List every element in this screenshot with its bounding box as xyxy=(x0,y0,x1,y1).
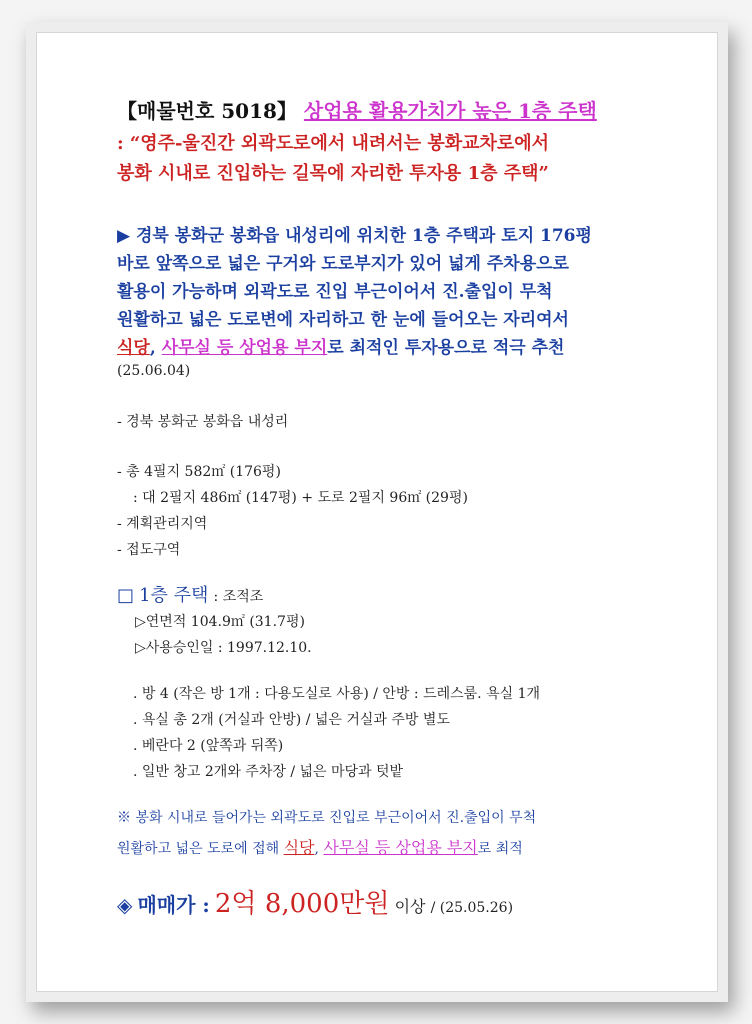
intro-line-4: 원활하고 넓은 도로변에 자리하고 한 눈에 들어오는 자리여서 xyxy=(117,310,569,330)
note-line-2-end: 로 최적 xyxy=(477,841,523,857)
intro-line-1: ▶ 경북 봉화군 봉화읍 내성리에 위치한 1층 주택과 토지 176평 xyxy=(117,226,592,246)
room-detail-4: . 일반 창고 2개와 주차장 / 넓은 마당과 텃밭 xyxy=(133,764,404,780)
zone-1: - 계획관리지역 xyxy=(117,516,208,532)
header-subtitle-2: 봉화 시내로 진입하는 길목에 자리한 투자용 1층 주택” xyxy=(117,163,549,184)
house-structure: : 조적조 xyxy=(213,589,264,605)
highlight-restaurant: 식당 xyxy=(117,338,150,358)
note-line-2-start: 원활하고 넓은 도로에 접해 xyxy=(117,841,284,857)
price-date: / (25.05.26) xyxy=(430,900,514,916)
location: - 경북 봉화군 봉화읍 내성리 xyxy=(117,414,289,430)
price-suffix: 이상 xyxy=(394,897,426,916)
listing-title: 상업용 활용가치가 높은 1층 주택 xyxy=(303,99,597,123)
header-title-line xyxy=(117,95,597,124)
zone-2: - 접도구역 xyxy=(117,542,181,558)
intro-line-2: 바로 앞쪽으로 넓은 구거와 도로부지가 있어 넓게 주차용으로 xyxy=(117,254,569,274)
land-detail: : 대 2필지 486㎡ (147평) + 도로 2필지 96㎡ (29평) xyxy=(133,490,468,506)
header-subtitle-1: : “영주-울진간 외곽도로에서 내려서는 봉화교차로에서 xyxy=(117,133,550,154)
room-detail-2: . 욕실 총 2개 (거실과 안방) / 넓은 거실과 주방 별도 xyxy=(133,712,450,728)
price-line xyxy=(117,883,513,920)
room-detail-3: . 베란다 2 (앞쪽과 뒤쪽) xyxy=(133,738,284,754)
price-label: 매매가 : xyxy=(137,893,210,917)
checkbox-icon: □ xyxy=(117,585,135,606)
land-total: - 총 4필지 582㎡ (176평) xyxy=(117,464,281,480)
house-header xyxy=(117,581,263,607)
note-line-2 xyxy=(117,835,523,858)
listing-number: 【매물번호 5018】 xyxy=(117,99,297,123)
note-separator: , xyxy=(314,841,324,857)
diamond-icon: ◈ xyxy=(117,893,133,917)
house-approval: ▷사용승인일 : 1997.12.10. xyxy=(135,640,312,656)
highlight-office: 사무실 등 상업용 부지 xyxy=(161,338,328,358)
document-frame xyxy=(36,32,718,992)
intro-line-3: 활용이 가능하며 외곽도로 진입 부근이어서 진.출입이 무척 xyxy=(117,282,553,302)
note-highlight-office: 사무실 등 상업용 부지 xyxy=(323,838,478,857)
house-area: ▷연면적 104.9㎡ (31.7평) xyxy=(135,614,305,630)
note-line-1: ※ 봉화 시내로 들어가는 외곽도로 진입로 부근이어서 진.출입이 무척 xyxy=(117,810,537,826)
intro-line-5 xyxy=(117,333,564,358)
house-label: 1층 주택 xyxy=(139,585,209,606)
intro-date: (25.06.04) xyxy=(117,363,191,379)
price-value: 2억 8,000만원 xyxy=(214,889,390,919)
room-detail-1: . 방 4 (작은 방 1개 : 다용도실로 사용) / 안방 : 드레스룸. 욕실 1개 xyxy=(133,686,541,702)
note-highlight-restaurant: 식당 xyxy=(283,838,315,857)
intro-line-5-rest: 로 최적인 투자용으로 적극 추천 xyxy=(327,338,565,358)
separator: , xyxy=(149,338,162,358)
